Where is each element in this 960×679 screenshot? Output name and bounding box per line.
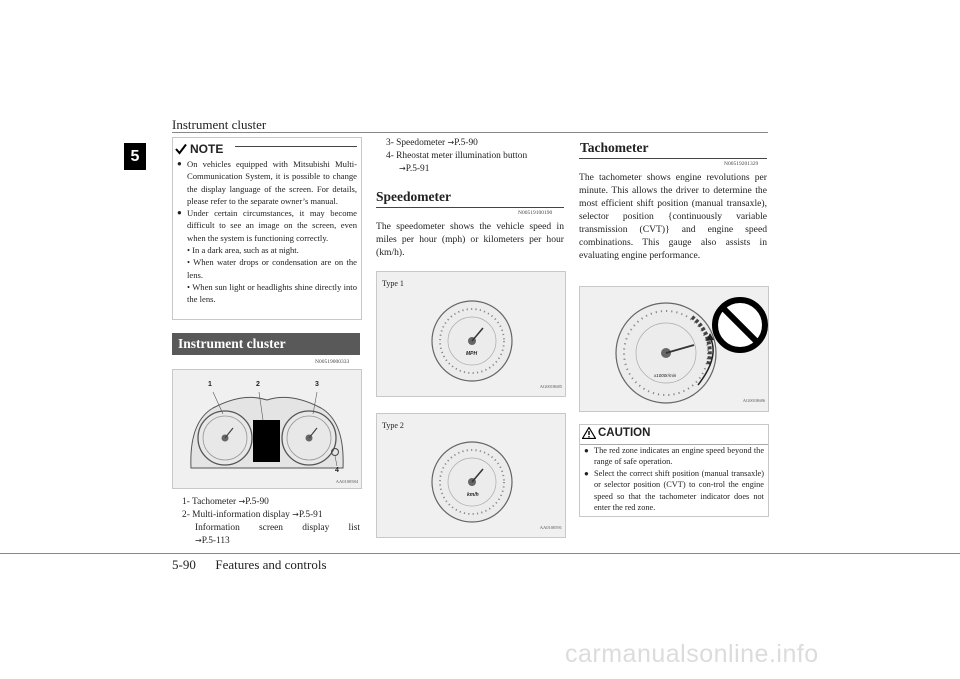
figure-type-label: Type 2 <box>382 421 404 430</box>
page-number: 5-90 <box>172 557 196 572</box>
list-item-number: 1- <box>182 497 190 507</box>
note-subitem: • When sun light or headlights shine directly into the lens. <box>187 281 357 305</box>
speedometer-heading-rule <box>376 207 564 208</box>
note-item: ● On vehicles equipped with Mitsubishi Multi-Communication System, it is possible to change the display language of the screen. For details, please refer to the separate owner’s manual. <box>177 158 357 207</box>
caution-box <box>579 424 769 517</box>
speedometer-heading: Speedometer <box>376 189 451 204</box>
header-rule <box>172 132 768 133</box>
warning-triangle-icon <box>582 427 596 439</box>
callout-1: 1 <box>208 381 212 388</box>
instrument-cluster-figure-code: AA0100584 <box>335 479 358 484</box>
note-header-rule <box>235 146 357 147</box>
caution-list <box>584 445 764 513</box>
page-header-title: Instrument cluster <box>172 117 267 132</box>
note-list <box>177 158 357 306</box>
list-item-number: 3- <box>386 138 394 148</box>
figure-code: AG0018686 <box>742 398 765 403</box>
list-item-info-screen <box>195 522 360 534</box>
speedometer-body: The speedometer shows the vehicle speed in miles per hour (mph) or kilometers per hour (km/h). <box>376 221 564 258</box>
list-item-multi-information <box>182 509 362 521</box>
list-item-ref[interactable]: P.5-91 <box>405 164 430 174</box>
tachometer-heading: Tachometer <box>580 140 649 155</box>
arrow-icon: → <box>447 138 455 147</box>
list-item-ref[interactable]: P.5-90 <box>245 497 269 507</box>
list-item-ref[interactable]: P.5-91 <box>298 510 323 520</box>
watermark: carmanualsonline.info <box>565 640 819 668</box>
tachometer-unit-label: x1000r/min <box>654 373 677 378</box>
page-footer <box>172 557 327 573</box>
speedometer-type1-figure <box>376 271 566 397</box>
tachometer-heading-rule <box>579 158 767 159</box>
note-header <box>175 140 223 157</box>
instrument-cluster-heading: Instrument cluster <box>172 333 360 355</box>
list-item-text: Information screen display list <box>195 523 360 533</box>
figure-type-label: Type 1 <box>382 279 404 288</box>
speedometer-code: N00519100190 <box>518 210 553 216</box>
chapter-tab: 5 <box>124 143 146 170</box>
arrow-icon: → <box>238 497 246 506</box>
list-item-text: Tachometer <box>192 497 239 507</box>
caution-item: ● Select the correct shift position (manual transaxle) or selector position (CVT) to con-trol the engine speed so that the tachometer indicator does not enter the red zone. <box>584 468 764 514</box>
list-item-number: 4- <box>386 151 394 161</box>
instrument-cluster-figure <box>172 369 362 489</box>
list-item-ref[interactable]: P.5-113 <box>201 536 230 546</box>
list-item-text: Rheostat meter illumination button <box>396 151 528 161</box>
list-item-info-screen-ref <box>195 535 230 547</box>
figure-code: AG0018685 <box>539 384 562 389</box>
callout-4: 4 <box>335 467 339 474</box>
instrument-cluster-illustration <box>173 370 361 488</box>
list-item-text: Speedometer <box>396 138 448 148</box>
speedometer-gauge-mph <box>429 298 515 384</box>
caution-header <box>582 427 650 439</box>
list-item-ref[interactable]: P.5-90 <box>454 138 478 148</box>
speedometer-unit-label: km/h <box>467 492 479 498</box>
arrow-icon: → <box>292 510 299 519</box>
note-item: ● Under certain circumstances, it may become difficult to see an image on the screen, even when the system is functioning correctly. <box>177 207 357 244</box>
list-item-speedometer <box>386 137 566 149</box>
speedometer-unit-label: MPH <box>466 351 478 357</box>
note-subitem: • When water drops or condensation are on the lens. <box>187 257 357 280</box>
list-item-rheostat <box>386 150 566 162</box>
list-item-rheostat-ref <box>399 163 429 175</box>
callout-3: 3 <box>315 381 319 388</box>
note-box <box>172 137 362 320</box>
note-subitem: • In a dark area, such as at night. <box>187 245 299 256</box>
caution-item: ● The red zone indicates an engine speed beyond the range of safe operation. <box>584 445 764 468</box>
footer-section-title: Features and controls <box>215 557 327 572</box>
note-check-icon <box>175 143 187 155</box>
callout-2: 2 <box>256 381 260 388</box>
tachometer-code: N00519201329 <box>724 161 759 167</box>
list-item-tachometer <box>182 496 362 508</box>
speedometer-type2-figure <box>376 413 566 538</box>
list-item-text: Multi-information display <box>192 510 293 520</box>
instrument-cluster-code: N00519000333 <box>315 359 350 365</box>
tachometer-gauge-illustration <box>580 287 768 411</box>
arrow-icon: → <box>399 164 406 173</box>
arrow-icon: → <box>195 536 202 545</box>
tachometer-body: The tachometer shows engine revolutions per minute. This allows the driver to determine the most efficient shift position (manual transaxle), selector position {continuously variable transmission (CVT)} and engine speed combinations. This gauge also assists in evaluating engine performance. <box>579 172 767 261</box>
speedometer-gauge-kmh <box>429 439 515 525</box>
figure-code: AA0100591 <box>539 525 562 530</box>
caution-label: CAUTION <box>598 427 651 439</box>
tachometer-figure <box>579 286 769 412</box>
note-label: NOTE <box>190 141 224 156</box>
footer-rule <box>0 553 960 554</box>
list-item-number: 2- <box>182 510 190 520</box>
